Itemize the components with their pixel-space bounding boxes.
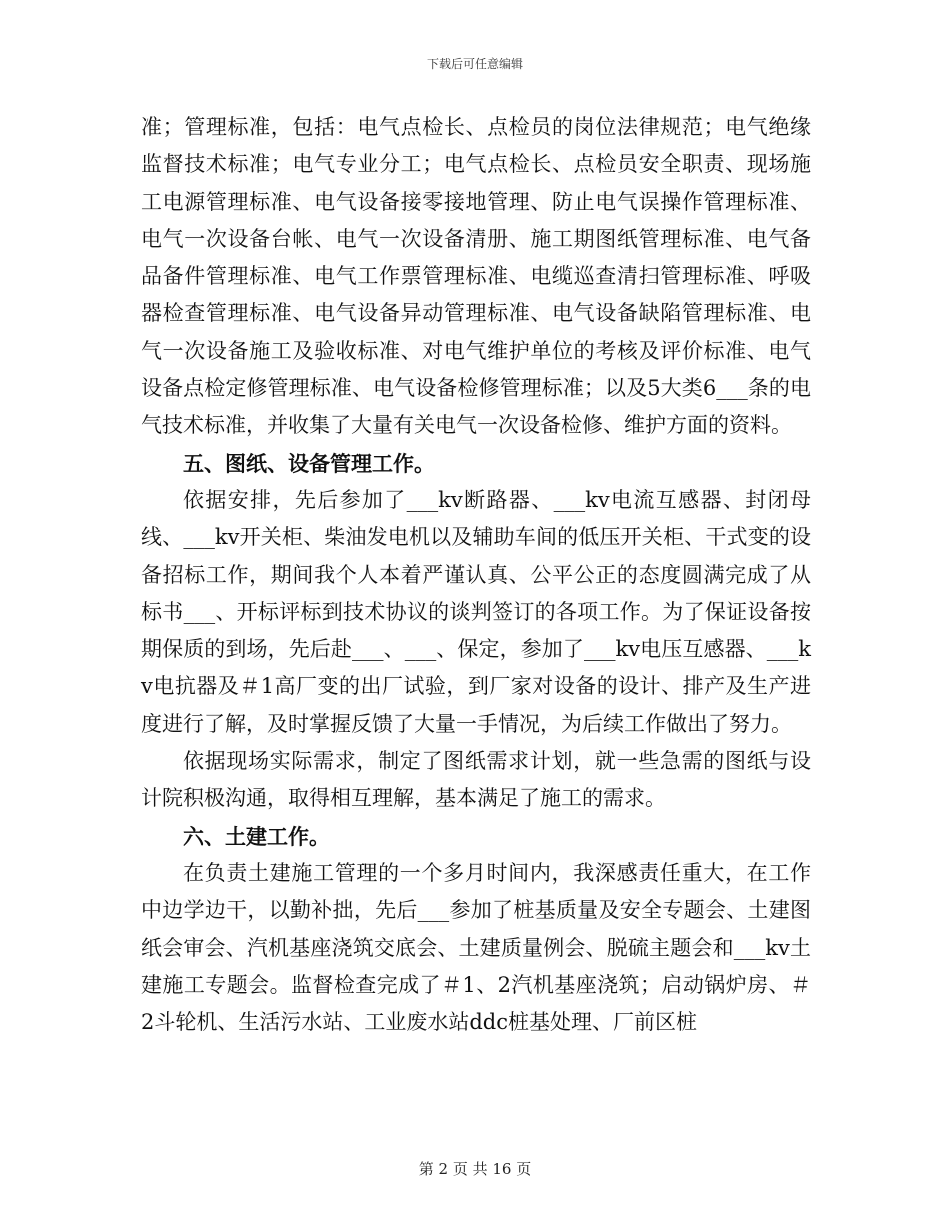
document-body — [141, 109, 811, 1041]
paragraph-standards-continued: 准；管理标准，包括：电气点检长、点检员的岗位法律规范；电气绝缘监督技术标准；电气专业分工；电气点检长、点检员安全职责、现场施工电源管理标准、电气设备接零接地管理、防止电气误操作管理标准、电气一次设备台帐、电气一次设备清册、施工期图纸管理标准、电气备品备件管理标准、电气工作票管理标准、电缆巡查清扫管理标准、呼吸器检查管理标准、电气设备异动管理标准、电气设备缺陷管理标准、电气一次设备施工及验收标准、对电气维护单位的考核及评价标准、电气设备点检定修管理标准、电气设备检修管理标准；以及5大类6___条的电气技术标准，并收集了大量有关电气一次设备检修、维护方面的资料。 — [141, 115, 811, 438]
paragraph-civil-management: 在负责土建施工管理的一个多月时间内，我深感责任重大，在工作中边学边干，以勤补拙，先后___参加了桩基质量及安全专题会、土建图纸会审会、汽机基座浇筑交底会、土建质量例会、脱硫主题会和___kv土建施工专题会。监督检查完成了＃1、2汽机基座浇筑；启动锅炉房、＃2斗轮机、生活污水站、工业废水站ddc桩基处理、厂前区桩 — [141, 860, 811, 1035]
section-heading-drawings-equipment: 五、图纸、设备管理工作。 — [183, 450, 435, 476]
paragraph-drawing-plan: 依据现场实际需求，制定了图纸需求计划，就一些急需的图纸与设计院积极沟通，取得相互理解，基本满足了施工的需求。 — [141, 749, 811, 811]
section-heading-civil-works: 六、土建工作。 — [183, 823, 330, 849]
page-header: 下载后可任意编辑 — [426, 57, 523, 71]
paragraph-equipment-bidding: 依据安排，先后参加了___kv断路器、___kv电流互感器、封闭母线、___kv开关柜、柴油发电机以及辅助车间的低压开关柜、干式变的设备招标工作，期间我个人本着严谨认真、公平公正的态度圆满完成了从标书___、开标评标到技术协议的谈判签订的各项工作。为了保证设备按期保质的到场，先后赴___、___、保定，参加了___kv电压互感器、___kv电抗器及＃1高厂变的出厂试验，到厂家对设备的设计、排产及生产进度进行了解，及时掌握反馈了大量一手情况，为后续工作做出了努力。 — [141, 487, 811, 736]
page-footer: 第 2 页 共 16 页 — [418, 1160, 532, 1178]
